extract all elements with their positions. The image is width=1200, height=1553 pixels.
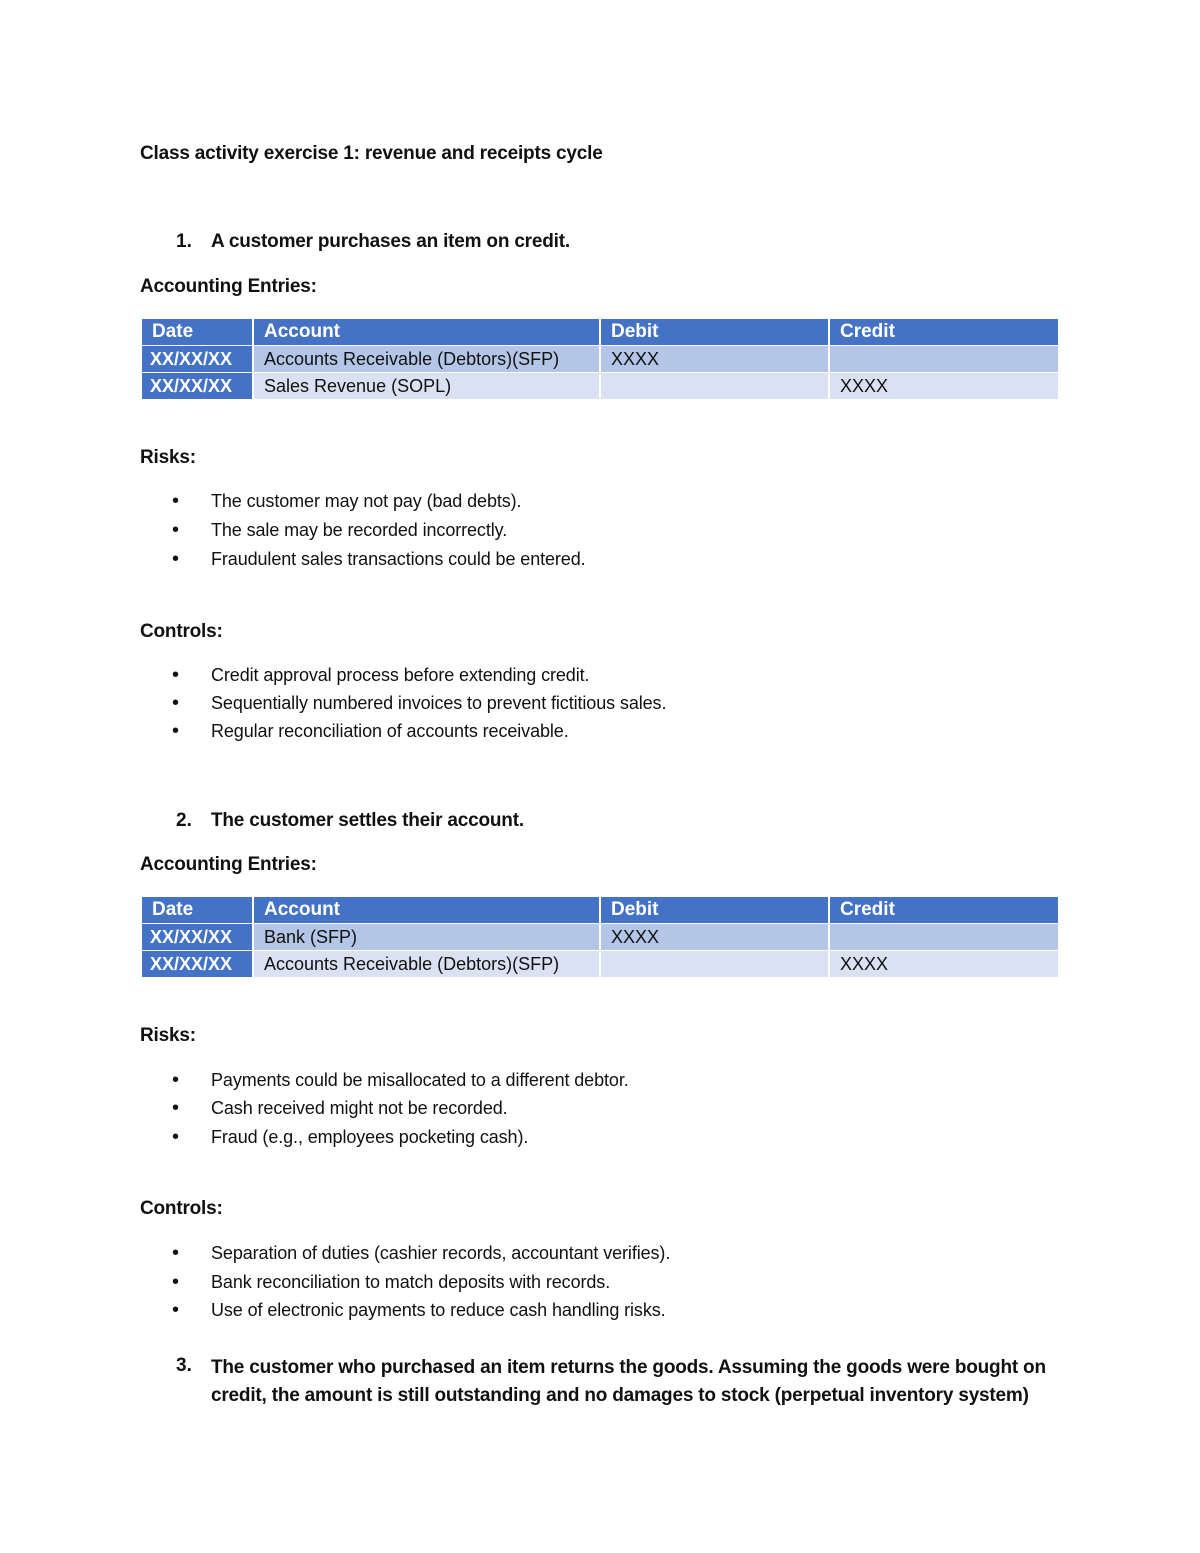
bullet-icon: •	[172, 1271, 180, 1293]
cell-credit: XXXX	[829, 951, 1058, 978]
bullet-icon: •	[172, 548, 180, 570]
cell-date: XX/XX/XX	[142, 373, 253, 400]
header-debit: Debit	[600, 897, 829, 924]
cell-date: XX/XX/XX	[142, 951, 253, 978]
cell-debit: XXXX	[600, 346, 829, 373]
q2-entries-heading: Accounting Entries:	[140, 854, 317, 875]
q2-control-item: Use of electronic payments to reduce cash handling risks.	[211, 1300, 666, 1320]
header-account: Account	[253, 897, 600, 924]
cell-credit	[829, 346, 1058, 373]
header-date: Date	[142, 319, 253, 346]
header-credit: Credit	[829, 319, 1058, 346]
q1-control-item: Credit approval process before extending credit.	[211, 665, 590, 685]
table-row	[142, 951, 1058, 978]
cell-credit: XXXX	[829, 373, 1058, 400]
cell-date: XX/XX/XX	[142, 346, 253, 373]
q2-risks-heading: Risks:	[140, 1025, 196, 1046]
question-1-text: A customer purchases an item on credit.	[211, 231, 570, 252]
question-3-text: The customer who purchased an item returns the goods. Assuming the goods were bought on credit, the amount is still outstanding and no damages to stock (perpetual inventory system)	[211, 1357, 1046, 1406]
table-header-row	[142, 897, 1058, 924]
question-2-number: 2.	[176, 810, 192, 831]
cell-account: Sales Revenue (SOPL)	[253, 373, 600, 400]
cell-account: Bank (SFP)	[253, 924, 600, 951]
bullet-icon: •	[172, 692, 180, 714]
table-row	[142, 924, 1058, 951]
header-debit: Debit	[600, 319, 829, 346]
q2-risk-item: Payments could be misallocated to a different debtor.	[211, 1070, 629, 1090]
table-header-row	[142, 319, 1058, 346]
bullet-icon: •	[172, 1069, 180, 1091]
q1-risk-item: The customer may not pay (bad debts).	[211, 491, 522, 511]
cell-date: XX/XX/XX	[142, 924, 253, 951]
cell-account: Accounts Receivable (Debtors)(SFP)	[253, 951, 600, 978]
header-account: Account	[253, 319, 600, 346]
q1-controls-heading: Controls:	[140, 621, 223, 642]
q2-controls-heading: Controls:	[140, 1198, 223, 1219]
bullet-icon: •	[172, 1126, 180, 1148]
cell-debit	[600, 373, 829, 400]
cell-debit	[600, 951, 829, 978]
q2-control-item: Bank reconciliation to match deposits with records.	[211, 1272, 611, 1292]
header-credit: Credit	[829, 897, 1058, 924]
q1-control-item: Sequentially numbered invoices to prevent fictitious sales.	[211, 693, 667, 713]
q1-risks-heading: Risks:	[140, 447, 196, 468]
q2-risk-item: Cash received might not be recorded.	[211, 1098, 508, 1118]
q1-entries-heading: Accounting Entries:	[140, 276, 317, 297]
q2-risk-item: Fraud (e.g., employees pocketing cash).	[211, 1127, 529, 1147]
table-row	[142, 373, 1058, 400]
q1-entries-table	[142, 319, 1058, 399]
document-title: Class activity exercise 1: revenue and receipts cycle	[140, 143, 603, 164]
bullet-icon: •	[172, 1299, 180, 1321]
bullet-icon: •	[172, 490, 180, 512]
bullet-icon: •	[172, 519, 180, 541]
q1-risk-item: The sale may be recorded incorrectly.	[211, 520, 508, 540]
question-3-number: 3.	[176, 1355, 192, 1376]
bullet-icon: •	[172, 720, 180, 742]
q1-control-item: Regular reconciliation of accounts receivable.	[211, 721, 569, 741]
question-2-text: The customer settles their account.	[211, 810, 524, 831]
q2-control-item: Separation of duties (cashier records, accountant verifies).	[211, 1243, 671, 1263]
bullet-icon: •	[172, 1242, 180, 1264]
header-date: Date	[142, 897, 253, 924]
cell-debit: XXXX	[600, 924, 829, 951]
cell-account: Accounts Receivable (Debtors)(SFP)	[253, 346, 600, 373]
question-1-number: 1.	[176, 231, 192, 252]
q2-entries-table	[142, 897, 1058, 977]
bullet-icon: •	[172, 1097, 180, 1119]
bullet-icon: •	[172, 664, 180, 686]
q1-risk-item: Fraudulent sales transactions could be entered.	[211, 549, 586, 569]
table-row	[142, 346, 1058, 373]
cell-credit	[829, 924, 1058, 951]
